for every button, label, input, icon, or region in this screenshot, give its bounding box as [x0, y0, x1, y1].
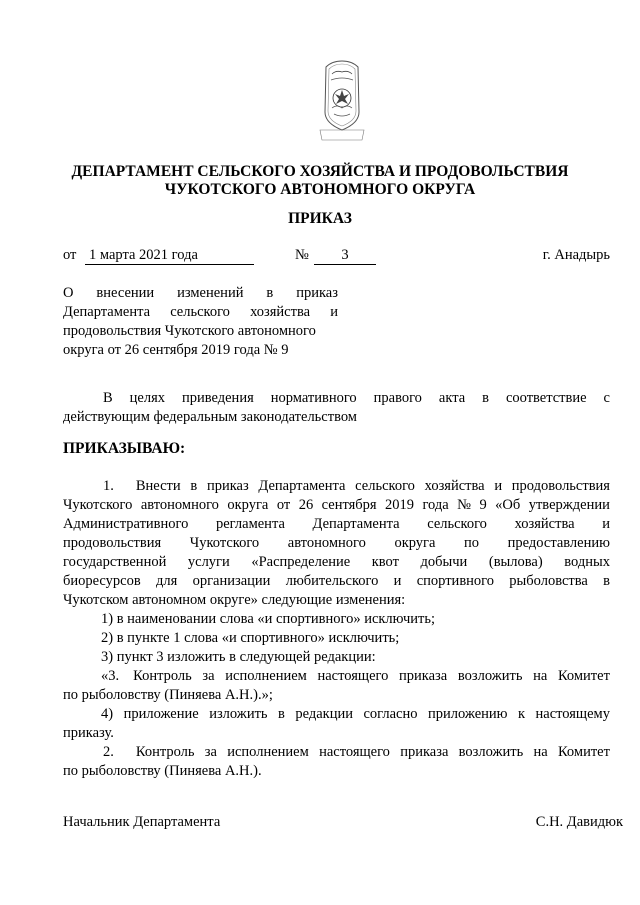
word: приказа — [400, 744, 449, 760]
word: хозяйства — [424, 478, 485, 494]
word: и — [494, 478, 503, 494]
order-city: г. Анадырь — [542, 247, 610, 263]
word: приказа — [399, 668, 448, 684]
word: изложить — [209, 706, 268, 722]
word: округа — [394, 535, 436, 551]
word: настоящему — [535, 706, 610, 722]
word: в — [482, 390, 489, 406]
order-date: 1 марта 2021 года — [85, 247, 254, 265]
item-2-line — [63, 743, 610, 762]
word: внесении — [96, 285, 155, 301]
word: нормативного — [270, 390, 357, 406]
word: государственной — [63, 554, 167, 570]
word: квот — [371, 554, 399, 570]
item-1-line — [63, 515, 610, 534]
preamble — [63, 389, 610, 427]
word: Департамента — [312, 516, 400, 532]
word: «Распределение — [251, 554, 351, 570]
word: О — [63, 285, 74, 301]
number-label: № — [295, 247, 309, 263]
subitem-4-line: приказу. — [63, 725, 114, 741]
word: возложить — [457, 668, 523, 684]
item-2-number: 2. — [103, 744, 114, 760]
word: продовольствия — [63, 535, 162, 551]
word: за — [204, 744, 217, 760]
word: для — [156, 573, 178, 589]
prikazyvayu-heading: ПРИКАЗЫВАЮ: — [63, 440, 186, 457]
word: предоставлению — [507, 535, 610, 551]
quote-text — [133, 667, 610, 686]
word: Департамента — [63, 304, 151, 320]
word: в — [190, 478, 198, 494]
word: исполнением — [227, 744, 309, 760]
word: по — [464, 535, 480, 551]
word: приложение — [123, 706, 199, 722]
word: автономного — [140, 497, 219, 513]
word: настоящего — [317, 668, 389, 684]
word: округа — [227, 497, 269, 513]
word: соответствие — [505, 390, 587, 406]
word: сельского — [170, 304, 230, 320]
word: Внести — [135, 478, 181, 494]
word: в — [278, 706, 285, 722]
word: правого — [373, 390, 422, 406]
signature-position: Начальник Департамента — [63, 814, 221, 830]
signature-name: С.Н. Давидюк — [535, 814, 623, 830]
item-1-text — [136, 477, 610, 496]
word: на — [533, 668, 548, 684]
word: Контроль — [135, 744, 195, 760]
word: регламента — [216, 516, 285, 532]
order-details-line — [63, 247, 610, 267]
word: (вылова) — [488, 554, 543, 570]
word: хозяйства — [250, 304, 311, 320]
word: в — [603, 573, 610, 589]
department-title-line2: ЧУКОТСКОГО АВТОНОМНОГО ОКРУГА — [164, 181, 476, 198]
word: организации — [192, 573, 271, 589]
word: Контроль — [133, 668, 192, 684]
word: хозяйства — [514, 516, 575, 532]
word: года — [422, 497, 449, 513]
word: Чукотского — [189, 535, 260, 551]
coat-of-arms-emblem — [318, 60, 366, 142]
subitem-3-quote-line — [63, 667, 610, 686]
word: Чукотского — [63, 497, 133, 513]
order-number: 3 — [314, 247, 376, 265]
order-items — [63, 477, 610, 781]
word: в — [266, 285, 274, 301]
word: возложить — [458, 744, 524, 760]
document-type-heading: ПРИКАЗ — [288, 210, 352, 227]
word: сельского — [427, 516, 487, 532]
item-2-text — [136, 743, 610, 762]
word: добычи — [420, 554, 468, 570]
word: «Об — [495, 497, 521, 513]
word: Комитет — [557, 668, 610, 684]
preamble-line: действующим федеральным законодательством — [63, 409, 357, 425]
word: водных — [564, 554, 610, 570]
item-2-line: по рыболовству (Пиняева А.Н.). — [63, 763, 262, 779]
subitem-3: 3) пункт 3 изложить в следующей редакции: — [101, 649, 376, 665]
word: приведения — [181, 390, 254, 406]
word: приказ — [296, 285, 338, 301]
word: Департамента — [258, 478, 346, 494]
subject-line: продовольствия Чукотского автономного — [63, 323, 316, 339]
word: 26 — [298, 497, 314, 513]
word: согласно — [363, 706, 418, 722]
word: и — [393, 573, 402, 589]
item-1-line — [63, 534, 610, 553]
from-label: от — [63, 247, 77, 263]
word: Административного — [63, 516, 189, 532]
word: целях — [129, 390, 165, 406]
word: услуги — [187, 554, 230, 570]
word: № — [457, 497, 471, 513]
word: автономного — [287, 535, 366, 551]
subject-line — [63, 303, 338, 322]
subitem-4-line — [63, 705, 610, 724]
word: и — [330, 304, 338, 320]
word: редакции — [295, 706, 353, 722]
word: спортивного — [416, 573, 495, 589]
word: настоящего — [319, 744, 390, 760]
preamble-line — [63, 389, 610, 408]
word: биоресурсов — [63, 573, 141, 589]
subject-line: округа от 26 сентября 2019 года № 9 — [63, 342, 289, 358]
item-1-line — [63, 553, 610, 572]
word: сентября — [321, 497, 377, 513]
word: В — [103, 390, 113, 406]
item-1-line — [63, 572, 610, 591]
word: Комитет — [557, 744, 610, 760]
word: приказ — [206, 478, 249, 494]
word: исполнением — [225, 668, 307, 684]
word: 2019 — [385, 497, 415, 513]
word: с — [603, 390, 610, 406]
word: приложению — [427, 706, 508, 722]
word: и — [602, 516, 610, 532]
quote-number: «3. — [101, 668, 120, 684]
item-1-number: 1. — [103, 478, 114, 494]
word: рыболовства — [509, 573, 588, 589]
word: сельского — [355, 478, 415, 494]
word: любительского — [285, 573, 379, 589]
word: 9 — [479, 497, 487, 513]
subitem-1: 1) в наименовании слова «и спортивного» исключить; — [101, 611, 435, 627]
word: продовольствия — [511, 478, 610, 494]
word: за — [202, 668, 215, 684]
word: изменений — [177, 285, 244, 301]
word: от — [276, 497, 291, 513]
word: к — [517, 706, 526, 722]
item-1-line: Чукотском автономном округе» следующие изменения: — [63, 592, 406, 608]
order-subject — [63, 284, 338, 360]
word: акта — [438, 390, 466, 406]
word: утверждении — [528, 497, 610, 513]
department-title-line1: ДЕПАРТАМЕНТ СЕЛЬСКОГО ХОЗЯЙСТВА И ПРОДОВОЛЬСТВИЯ — [71, 163, 569, 180]
subitem-2: 2) в пункте 1 слова «и спортивного» исключить; — [101, 630, 400, 646]
subject-line — [63, 284, 338, 303]
item-1-line — [63, 477, 610, 496]
word: на — [533, 744, 548, 760]
subitem-3-quote-line: по рыболовству (Пиняева А.Н.).»; — [63, 687, 273, 703]
word: 4) — [101, 706, 114, 722]
item-1-line — [63, 496, 610, 515]
